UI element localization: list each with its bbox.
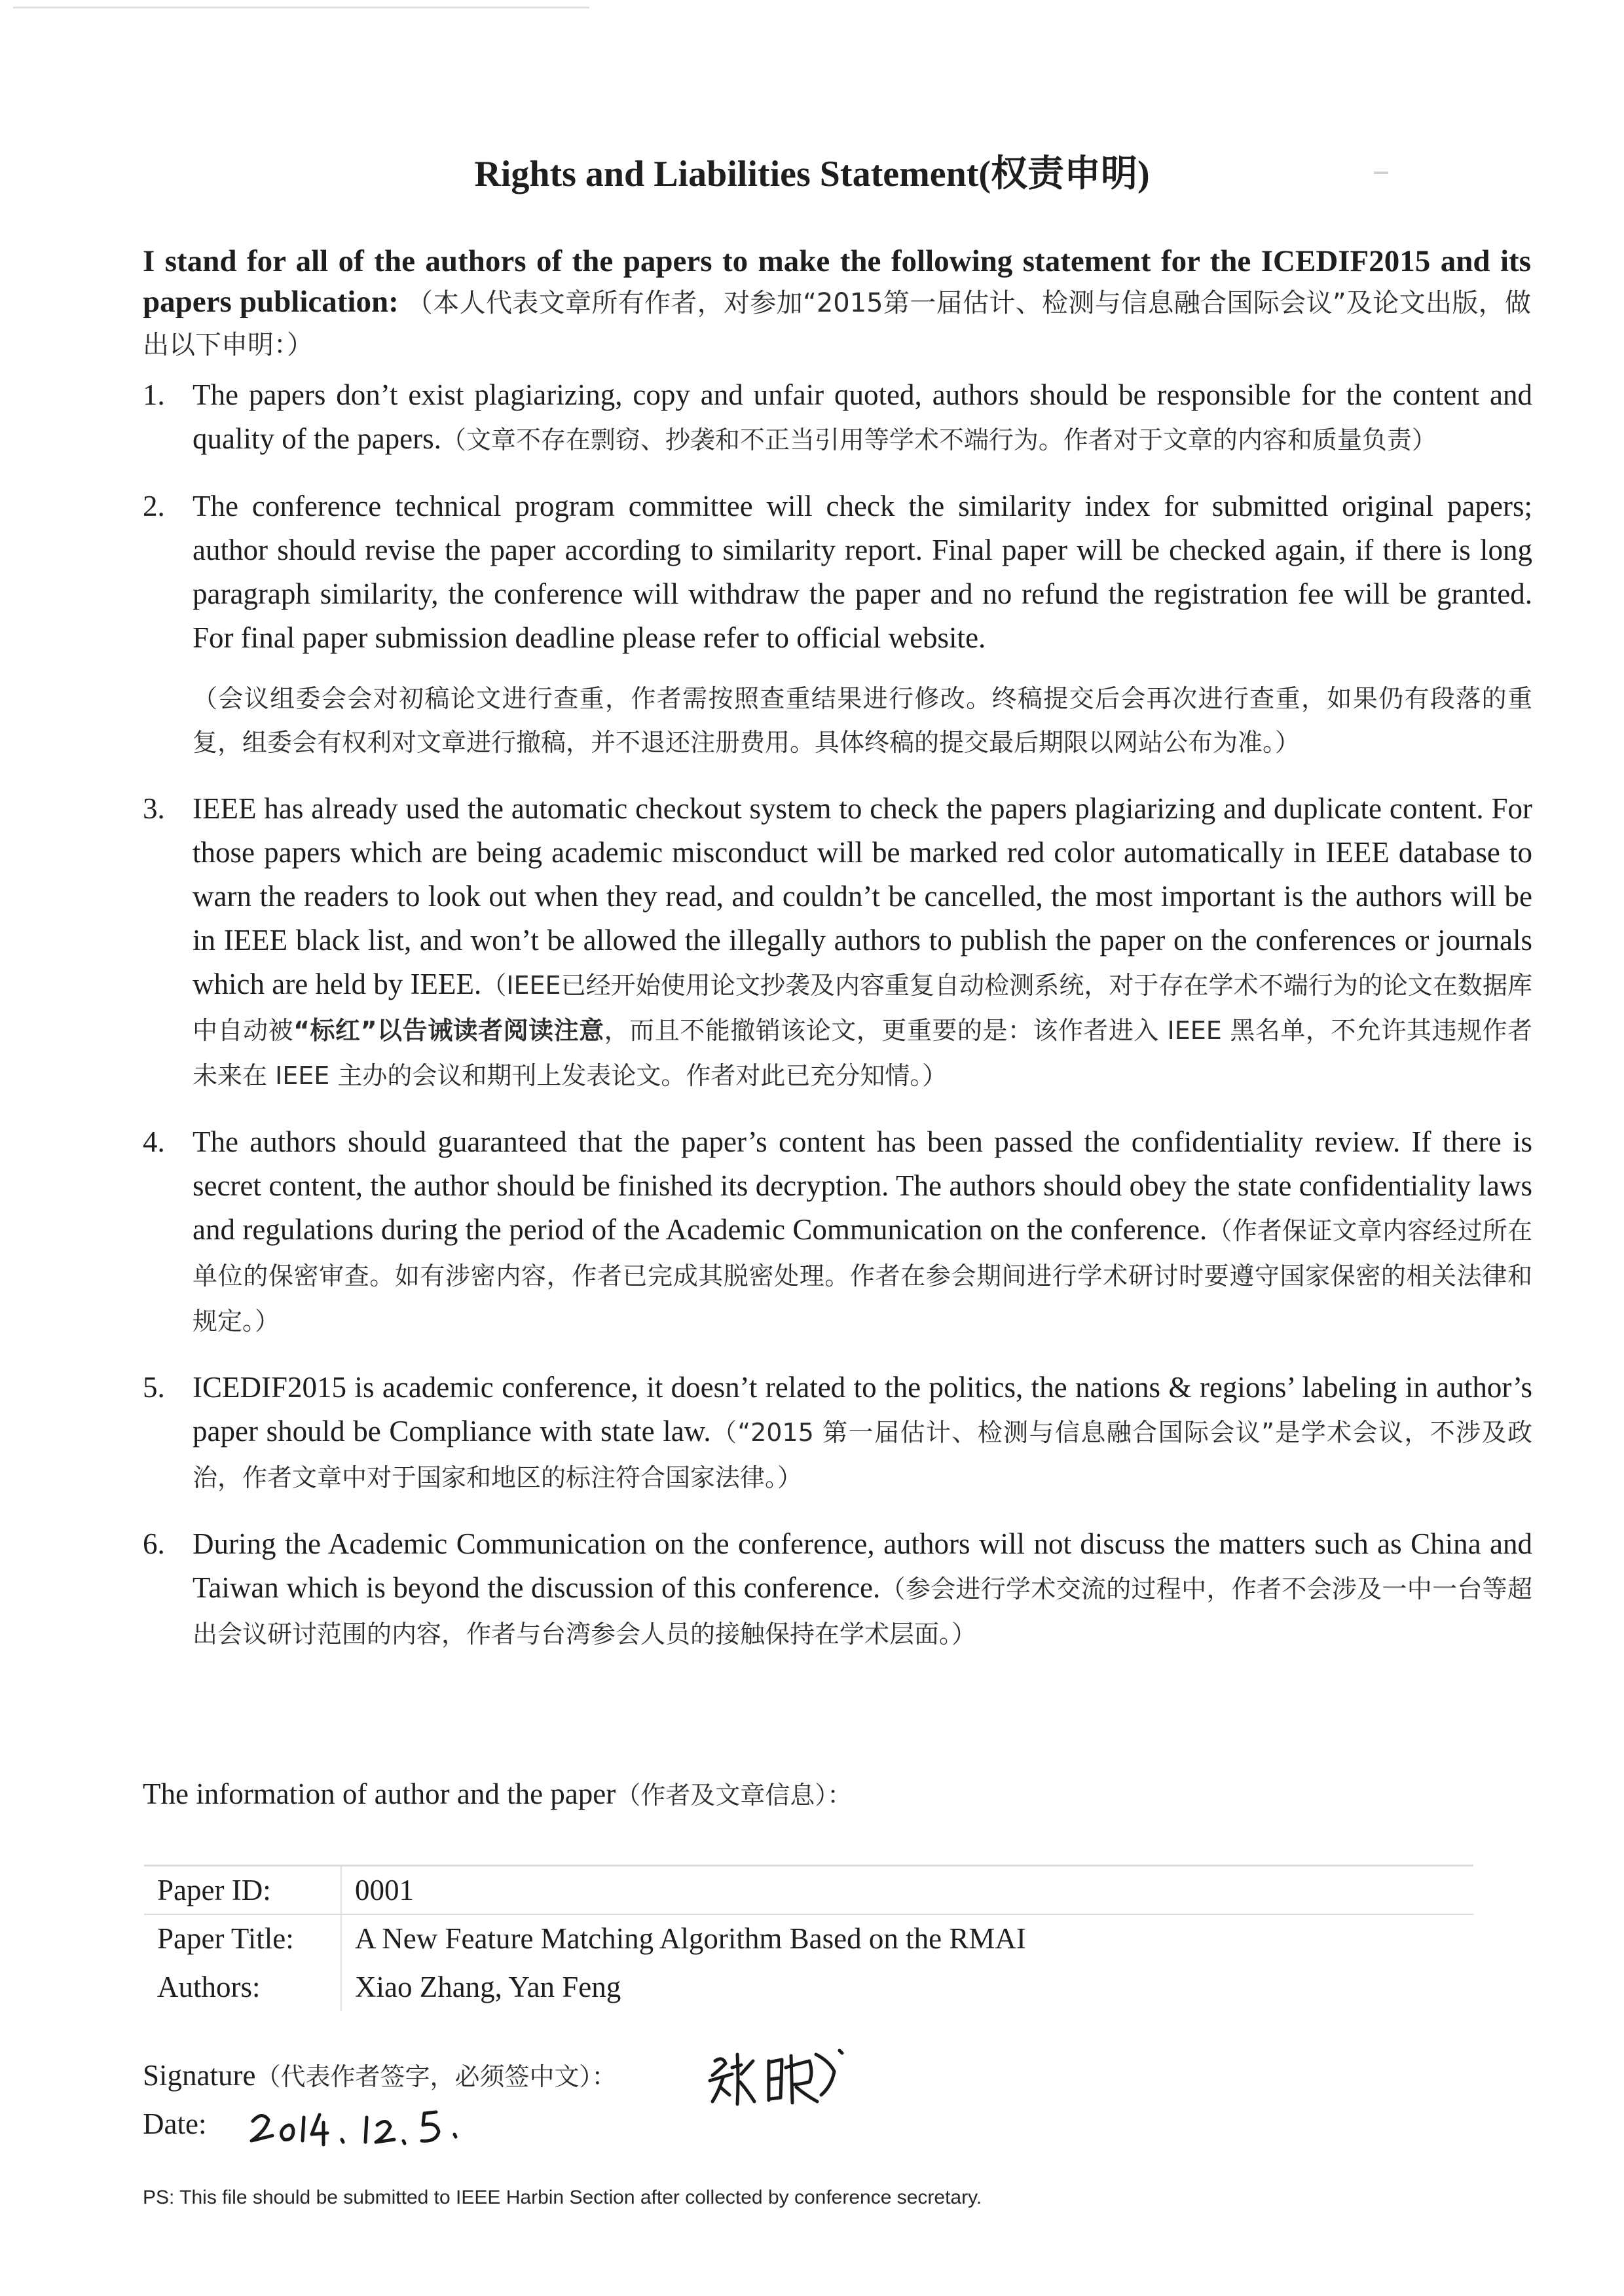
authors-value: Xiao Zhang, Yan Feng (341, 1963, 1473, 2011)
intro-chinese: （本人代表文章所有作者，对参加“2015第一届估计、检测与信息融合国际会议”及论文出版，做出以下申明：） (143, 288, 1532, 360)
handwritten-signature (701, 2041, 851, 2113)
item-english: ICEDIF2015 is academic conference, it doesn’t related to the politics, the nations & regions’ labeling in author’s paper should be Compliance with state law. (193, 1371, 1532, 1448)
table-row (144, 1963, 1473, 2011)
item-english: The authors should guaranteed that the paper’s content has been passed the confidentiality review. If there is secret content, the author should be finished its decryption. The authors should obey the state confidentiality laws and regulations during the period of the Academic Communication on the conference. (193, 1125, 1532, 1246)
statement-list (143, 373, 1532, 1679)
date-label: Date: (143, 2107, 207, 2140)
item-chinese: （文章不存在剽窃、抄袭和不正当引用等学术不端行为。作者对于文章的内容和质量负责） (441, 426, 1437, 454)
date-line (143, 2104, 206, 2143)
list-item (143, 1366, 1532, 1500)
paper-title-label: Paper Title: (157, 1922, 294, 1955)
item-english: During the Academic Communication on the conference, authors will not discuss the matters such as China and Taiwan which is beyond the discussion of this conference. (193, 1527, 1532, 1604)
postscript-note: PS: This file should be submitted to IEEE Harbin Section after collected by conference secretary. (143, 2187, 982, 2208)
item-chinese-bold: “标红”以告诫读者阅读注意 (293, 1016, 604, 1045)
item-chinese: （参会进行学术交流的过程中，作者不会涉及一中一台等超出会议研讨范围的内容，作者与台湾参会人员的接触保持在学术层面。） (193, 1575, 1532, 1649)
paper-id-label: Paper ID: (144, 1866, 341, 1914)
handwritten-date (246, 2095, 469, 2154)
signature-chinese-label: （代表作者签字，必须签中文）： (255, 2062, 617, 2091)
paper-title-value: A New Feature Matching Algorithm Based on the RMAI (341, 1914, 1473, 1963)
signature-label: Signature (143, 2059, 256, 2092)
item-chinese-part-a: （IEEE已经开始使用论文抄袭及内容重复自动检测系统，对于存在学术不端行为的论文在数据库中自动被 (193, 971, 1532, 1045)
item-number: 1. (143, 378, 165, 411)
intro-statement (143, 241, 1531, 365)
item-number: 2. (143, 490, 165, 522)
table-row (144, 1914, 1473, 1963)
info-heading-chinese: （作者及文章信息）： (616, 1781, 853, 1810)
item-chinese: （“2015 第一届估计、检测与信息融合国际会议”是学术会议，不涉及政治，作者文章中对于国家和地区的标注符合国家法律。） (193, 1418, 1532, 1492)
list-item (143, 1522, 1532, 1656)
item-number: 4. (143, 1125, 165, 1158)
scan-edge-line (13, 7, 589, 9)
list-item (143, 373, 1532, 462)
item-number: 3. (143, 792, 165, 825)
list-item (143, 484, 1532, 765)
item-number: 5. (143, 1371, 165, 1404)
item-number: 6. (143, 1527, 165, 1560)
info-heading-english: The information of author and the paper (143, 1777, 616, 1810)
page-title: Rights and Liabilities Statement(权责申明) (474, 154, 1150, 194)
paper-info-table (144, 1865, 1473, 2011)
item-chinese: （作者保证文章内容经过所在单位的保密审查。如有涉密内容，作者已完成其脱密处理。作者在参会期间进行学术研讨时要遵守国家保密的相关法律和规定。） (193, 1216, 1532, 1336)
intro-english: I stand for all of the authors of the papers to make the following statement for the ICEDIF2015 and its papers publication: (143, 244, 1531, 319)
list-item (143, 1120, 1532, 1343)
authors-label: Authors: (157, 1970, 261, 2003)
signature-line (143, 2056, 616, 2096)
item-chinese-part-b: ，而且不能撤销该论文，更重要的是：该作者进入 IEEE 黑名单，不允许其违规作者未来在 IEEE 主办的会议和期刊上发表论文。作者对此已充分知情。） (193, 1016, 1532, 1090)
info-heading (143, 1774, 852, 1815)
table-row (144, 1866, 1473, 1914)
item-chinese: （会议组委会会对初稿论文进行查重，作者需按照查重结果进行修改。终稿提交后会再次进行查重，如果仍有段落的重复，组委会有权利对文章进行撤稿，并不退还注册费用。具体终稿的提交最后期限以网站公布为准。） (193, 684, 1532, 757)
list-item (143, 787, 1532, 1098)
item-english: IEEE has already used the automatic checkout system to check the papers plagiarizing and duplicate content. For those papers which are being academic misconduct will be marked red color automatically in IEEE database to warn the readers to look out when they read, and couldn’t be cancelled, the most important is the authors will be in IEEE black list, and won’t be allowed the illegally authors to publish the paper on the conferences or journals which are held by IEEE. (193, 792, 1532, 1000)
item-english: The papers don’t exist plagiarizing, copy and unfair quoted, authors should be responsible for the content and quality of the papers. (193, 378, 1532, 455)
paper-id-value: 0001 (341, 1866, 1473, 1914)
item-english: The conference technical program committee will check the similarity index for submitted original papers; author should revise the paper according to similarity report. Final paper will be checked again, if there is long paragraph similarity, the conference will withdraw the paper and no refund the registration fee will be granted. For final paper submission deadline please refer to official website. (193, 490, 1532, 654)
